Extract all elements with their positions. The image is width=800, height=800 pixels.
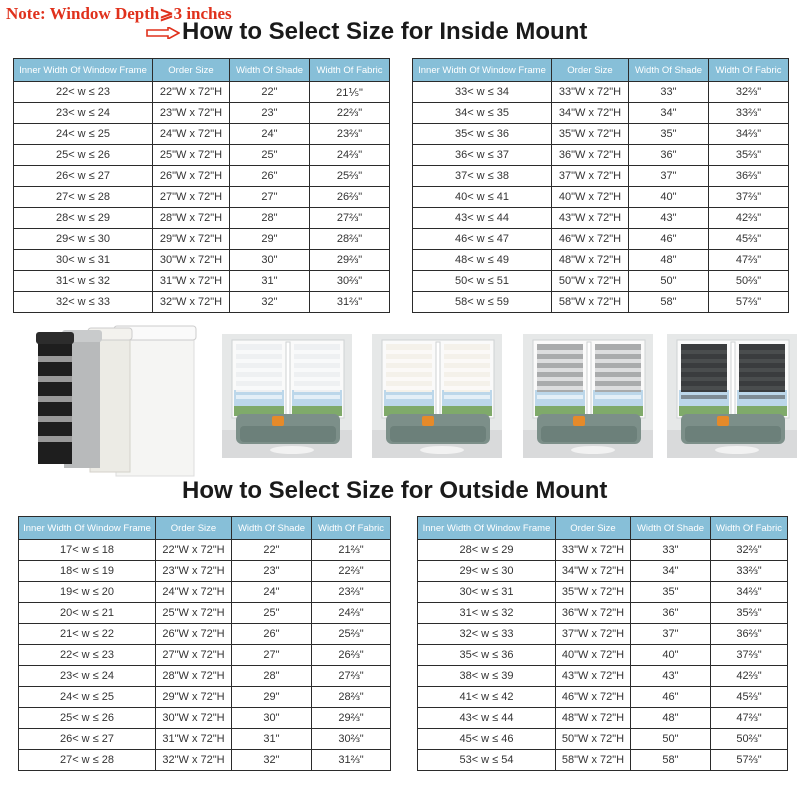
width-range-cell: 40< w ≤ 41 [413, 187, 552, 208]
shade-width-cell: 37" [629, 166, 709, 187]
header-fabric-width: Width Of Fabric [310, 59, 390, 82]
shade-width-cell: 23" [232, 561, 312, 582]
shade-samples-image [30, 322, 200, 477]
shade-width-cell: 31" [230, 271, 310, 292]
width-range-cell: 28< w ≤ 29 [418, 540, 556, 561]
header-order-size: Order Size [556, 517, 631, 540]
width-range-cell: 46< w ≤ 47 [413, 229, 552, 250]
width-range-cell: 22< w ≤ 23 [19, 645, 156, 666]
fabric-width-cell: 34⅔" [709, 124, 789, 145]
fabric-width-cell: 37⅔" [711, 645, 788, 666]
shade-width-cell: 29" [230, 229, 310, 250]
fabric-width-cell: 31⅔" [310, 292, 390, 313]
width-range-cell: 37< w ≤ 38 [413, 166, 552, 187]
table-row [418, 645, 788, 666]
width-range-cell: 27< w ≤ 28 [14, 187, 153, 208]
shade-width-cell: 33" [629, 82, 709, 103]
width-range-cell: 18< w ≤ 19 [19, 561, 156, 582]
table-row [413, 145, 789, 166]
header-order-size: Order Size [153, 59, 230, 82]
shade-width-cell: 36" [629, 145, 709, 166]
table-row [413, 82, 789, 103]
table-row [19, 666, 391, 687]
order-size-cell: 43"W x 72"H [552, 208, 629, 229]
width-range-cell: 25< w ≤ 26 [19, 708, 156, 729]
table-row [19, 708, 391, 729]
table-row [418, 750, 788, 771]
table-row [14, 187, 390, 208]
header-order-size: Order Size [552, 59, 629, 82]
fabric-width-cell: 26⅔" [312, 645, 391, 666]
table-row [14, 292, 390, 313]
table-row [14, 250, 390, 271]
inside-mount-table-right [412, 58, 789, 313]
order-size-cell: 50"W x 72"H [556, 729, 631, 750]
shade-width-cell: 34" [629, 103, 709, 124]
table-row [413, 292, 789, 313]
width-range-cell: 31< w ≤ 32 [418, 603, 556, 624]
width-range-cell: 24< w ≤ 25 [19, 687, 156, 708]
width-range-cell: 28< w ≤ 29 [14, 208, 153, 229]
order-size-cell: 29"W x 72"H [156, 687, 232, 708]
width-range-cell: 35< w ≤ 36 [413, 124, 552, 145]
table-row [19, 540, 391, 561]
white-shade-room [222, 334, 352, 458]
header-inner-width: Inner Width Of Window Frame [14, 59, 153, 82]
fabric-width-cell: 26⅔" [310, 187, 390, 208]
outside-mount-title: How to Select Size for Outside Mount [182, 477, 608, 504]
order-size-cell: 35"W x 72"H [552, 124, 629, 145]
width-range-cell: 36< w ≤ 37 [413, 145, 552, 166]
shade-width-cell: 29" [232, 687, 312, 708]
shade-width-cell: 40" [631, 645, 711, 666]
table-row [14, 271, 390, 292]
width-range-cell: 45< w ≤ 46 [418, 729, 556, 750]
order-size-cell: 32"W x 72"H [156, 750, 232, 771]
right-arrow-icon [146, 27, 180, 39]
inside-mount-table-left [13, 58, 390, 313]
header-shade-width: Width Of Shade [232, 517, 312, 540]
width-range-cell: 25< w ≤ 26 [14, 145, 153, 166]
width-range-cell: 30< w ≤ 31 [14, 250, 153, 271]
width-range-cell: 17< w ≤ 18 [19, 540, 156, 561]
shade-width-cell: 35" [631, 582, 711, 603]
fabric-width-cell: 34⅔" [711, 582, 788, 603]
order-size-cell: 25"W x 72"H [153, 145, 230, 166]
width-range-cell: 19< w ≤ 20 [19, 582, 156, 603]
table-row [413, 208, 789, 229]
fabric-width-cell: 23⅔" [312, 582, 391, 603]
table-row [14, 229, 390, 250]
order-size-cell: 58"W x 72"H [556, 750, 631, 771]
width-range-cell: 43< w ≤ 44 [418, 708, 556, 729]
width-range-cell: 29< w ≤ 30 [418, 561, 556, 582]
width-range-cell: 41< w ≤ 42 [418, 687, 556, 708]
table-row [418, 603, 788, 624]
fabric-width-cell: 24⅔" [310, 145, 390, 166]
shade-width-cell: 22" [232, 540, 312, 561]
black-shade-room [667, 334, 797, 458]
order-size-cell: 27"W x 72"H [153, 187, 230, 208]
header-inner-width: Inner Width Of Window Frame [418, 517, 556, 540]
fabric-width-cell: 29⅔" [312, 708, 391, 729]
fabric-width-cell: 57⅔" [709, 292, 789, 313]
shade-width-cell: 46" [629, 229, 709, 250]
fabric-width-cell: 27⅔" [312, 666, 391, 687]
order-size-cell: 33"W x 72"H [556, 540, 631, 561]
table-row [14, 208, 390, 229]
shade-width-cell: 25" [232, 603, 312, 624]
shade-width-cell: 43" [631, 666, 711, 687]
fabric-width-cell: 36⅔" [711, 624, 788, 645]
fabric-width-cell: 45⅔" [709, 229, 789, 250]
width-range-cell: 50< w ≤ 51 [413, 271, 552, 292]
table-row [19, 603, 391, 624]
fabric-width-cell: 36⅔" [709, 166, 789, 187]
fabric-width-cell: 30⅔" [310, 271, 390, 292]
shade-width-cell: 28" [230, 208, 310, 229]
shade-width-cell: 24" [232, 582, 312, 603]
fabric-width-cell: 45⅔" [711, 687, 788, 708]
order-size-cell: 22"W x 72"H [153, 82, 230, 103]
table-row [19, 561, 391, 582]
fabric-width-cell: 28⅔" [310, 229, 390, 250]
header-inner-width: Inner Width Of Window Frame [413, 59, 552, 82]
shade-width-cell: 37" [631, 624, 711, 645]
order-size-cell: 40"W x 72"H [556, 645, 631, 666]
width-range-cell: 21< w ≤ 22 [19, 624, 156, 645]
outside-mount-table-left [18, 516, 391, 771]
order-size-cell: 36"W x 72"H [556, 603, 631, 624]
shade-width-cell: 31" [232, 729, 312, 750]
order-size-cell: 30"W x 72"H [153, 250, 230, 271]
width-range-cell: 20< w ≤ 21 [19, 603, 156, 624]
order-size-cell: 29"W x 72"H [153, 229, 230, 250]
shade-width-cell: 27" [230, 187, 310, 208]
shade-width-cell: 50" [629, 271, 709, 292]
fabric-width-cell: 22⅔" [310, 103, 390, 124]
table-row [413, 166, 789, 187]
shade-width-cell: 30" [232, 708, 312, 729]
table-row [19, 645, 391, 666]
shade-width-cell: 50" [631, 729, 711, 750]
table-row [418, 687, 788, 708]
table-row [14, 166, 390, 187]
fabric-width-cell: 33⅔" [709, 103, 789, 124]
order-size-cell: 31"W x 72"H [153, 271, 230, 292]
ivory-shade-room [372, 334, 502, 458]
fabric-width-cell: 47⅔" [709, 250, 789, 271]
width-range-cell: 27< w ≤ 28 [19, 750, 156, 771]
order-size-cell: 26"W x 72"H [153, 166, 230, 187]
table-row [14, 145, 390, 166]
width-range-cell: 24< w ≤ 25 [14, 124, 153, 145]
fabric-width-cell: 32⅔" [711, 540, 788, 561]
fabric-width-cell: 24⅔" [312, 603, 391, 624]
order-size-cell: 26"W x 72"H [156, 624, 232, 645]
width-range-cell: 48< w ≤ 49 [413, 250, 552, 271]
fabric-width-cell: 35⅔" [709, 145, 789, 166]
shade-width-cell: 32" [230, 292, 310, 313]
table-row [19, 750, 391, 771]
table-row [19, 624, 391, 645]
order-size-cell: 58"W x 72"H [552, 292, 629, 313]
table-row [418, 666, 788, 687]
order-size-cell: 24"W x 72"H [156, 582, 232, 603]
order-size-cell: 33"W x 72"H [552, 82, 629, 103]
shade-width-cell: 40" [629, 187, 709, 208]
order-size-cell: 22"W x 72"H [156, 540, 232, 561]
order-size-cell: 37"W x 72"H [552, 166, 629, 187]
width-range-cell: 30< w ≤ 31 [418, 582, 556, 603]
order-size-cell: 34"W x 72"H [556, 561, 631, 582]
width-range-cell: 43< w ≤ 44 [413, 208, 552, 229]
shade-width-cell: 30" [230, 250, 310, 271]
table-row [413, 250, 789, 271]
order-size-cell: 34"W x 72"H [552, 103, 629, 124]
width-range-cell: 29< w ≤ 30 [14, 229, 153, 250]
table-row [413, 124, 789, 145]
table-row [19, 582, 391, 603]
order-size-cell: 28"W x 72"H [156, 666, 232, 687]
table-row [14, 103, 390, 124]
fabric-width-cell: 42⅔" [711, 666, 788, 687]
fabric-width-cell: 22⅔" [312, 561, 391, 582]
table-row [413, 187, 789, 208]
width-range-cell: 34< w ≤ 35 [413, 103, 552, 124]
outside-mount-table-right [417, 516, 788, 771]
table-row [19, 729, 391, 750]
fabric-width-cell: 30⅔" [312, 729, 391, 750]
width-range-cell: 32< w ≤ 33 [418, 624, 556, 645]
table-row [413, 271, 789, 292]
fabric-width-cell: 47⅔" [711, 708, 788, 729]
table-row [418, 708, 788, 729]
order-size-cell: 46"W x 72"H [556, 687, 631, 708]
order-size-cell: 36"W x 72"H [552, 145, 629, 166]
fabric-width-cell: 23⅔" [310, 124, 390, 145]
width-range-cell: 26< w ≤ 27 [14, 166, 153, 187]
order-size-cell: 43"W x 72"H [556, 666, 631, 687]
fabric-width-cell: 28⅔" [312, 687, 391, 708]
width-range-cell: 23< w ≤ 24 [19, 666, 156, 687]
fabric-width-cell: 31⅔" [312, 750, 391, 771]
header-shade-width: Width Of Shade [631, 517, 711, 540]
header-inner-width: Inner Width Of Window Frame [19, 517, 156, 540]
order-size-cell: 23"W x 72"H [156, 561, 232, 582]
table-row [14, 82, 390, 103]
width-range-cell: 31< w ≤ 32 [14, 271, 153, 292]
table-row [418, 561, 788, 582]
order-size-cell: 40"W x 72"H [552, 187, 629, 208]
width-range-cell: 58< w ≤ 59 [413, 292, 552, 313]
width-range-cell: 38< w ≤ 39 [418, 666, 556, 687]
fabric-width-cell: 57⅔" [711, 750, 788, 771]
table-row [413, 103, 789, 124]
header-order-size: Order Size [156, 517, 232, 540]
header-shade-width: Width Of Shade [629, 59, 709, 82]
order-size-cell: 35"W x 72"H [556, 582, 631, 603]
shade-width-cell: 36" [631, 603, 711, 624]
fabric-width-cell: 33⅔" [711, 561, 788, 582]
header-shade-width: Width Of Shade [230, 59, 310, 82]
shade-width-cell: 34" [631, 561, 711, 582]
shade-width-cell: 33" [631, 540, 711, 561]
shade-width-cell: 22" [230, 82, 310, 103]
header-fabric-width: Width Of Fabric [312, 517, 391, 540]
fabric-width-cell: 42⅔" [709, 208, 789, 229]
fabric-width-cell: 25⅔" [312, 624, 391, 645]
width-range-cell: 32< w ≤ 33 [14, 292, 153, 313]
shade-width-cell: 48" [631, 708, 711, 729]
table-row [413, 229, 789, 250]
shade-width-cell: 24" [230, 124, 310, 145]
shade-width-cell: 46" [631, 687, 711, 708]
order-size-cell: 37"W x 72"H [556, 624, 631, 645]
table-row [14, 124, 390, 145]
order-size-cell: 32"W x 72"H [153, 292, 230, 313]
shade-width-cell: 26" [232, 624, 312, 645]
order-size-cell: 24"W x 72"H [153, 124, 230, 145]
grey-shade-room [523, 334, 653, 458]
width-range-cell: 22< w ≤ 23 [14, 82, 153, 103]
shade-width-cell: 26" [230, 166, 310, 187]
width-range-cell: 23< w ≤ 24 [14, 103, 153, 124]
shade-width-cell: 28" [232, 666, 312, 687]
header-fabric-width: Width Of Fabric [709, 59, 789, 82]
fabric-width-cell: 37⅔" [709, 187, 789, 208]
shade-width-cell: 27" [232, 645, 312, 666]
width-range-cell: 26< w ≤ 27 [19, 729, 156, 750]
order-size-cell: 23"W x 72"H [153, 103, 230, 124]
order-size-cell: 30"W x 72"H [156, 708, 232, 729]
order-size-cell: 50"W x 72"H [552, 271, 629, 292]
header-fabric-width: Width Of Fabric [711, 517, 788, 540]
fabric-width-cell: 27⅔" [310, 208, 390, 229]
fabric-width-cell: 25⅔" [310, 166, 390, 187]
inside-mount-title: How to Select Size for Inside Mount [182, 18, 588, 45]
order-size-cell: 31"W x 72"H [156, 729, 232, 750]
shade-width-cell: 32" [232, 750, 312, 771]
order-size-cell: 25"W x 72"H [156, 603, 232, 624]
shade-width-cell: 25" [230, 145, 310, 166]
width-range-cell: 33< w ≤ 34 [413, 82, 552, 103]
table-row [19, 687, 391, 708]
shade-width-cell: 58" [629, 292, 709, 313]
width-range-cell: 53< w ≤ 54 [418, 750, 556, 771]
order-size-cell: 46"W x 72"H [552, 229, 629, 250]
fabric-width-cell: 29⅔" [310, 250, 390, 271]
fabric-width-cell: 35⅔" [711, 603, 788, 624]
fabric-width-cell: 21⅔" [312, 540, 391, 561]
table-row [418, 729, 788, 750]
shade-width-cell: 23" [230, 103, 310, 124]
table-row [418, 624, 788, 645]
shade-width-cell: 58" [631, 750, 711, 771]
fabric-width-cell: 50⅔" [709, 271, 789, 292]
order-size-cell: 28"W x 72"H [153, 208, 230, 229]
order-size-cell: 27"W x 72"H [156, 645, 232, 666]
shade-width-cell: 43" [629, 208, 709, 229]
shade-width-cell: 35" [629, 124, 709, 145]
fabric-width-cell: 32⅔" [709, 82, 789, 103]
width-range-cell: 35< w ≤ 36 [418, 645, 556, 666]
fabric-width-cell: 50⅔" [711, 729, 788, 750]
table-row [418, 582, 788, 603]
order-size-cell: 48"W x 72"H [556, 708, 631, 729]
order-size-cell: 48"W x 72"H [552, 250, 629, 271]
table-row [418, 540, 788, 561]
fabric-width-cell: 21⅕" [310, 82, 390, 103]
shade-width-cell: 48" [629, 250, 709, 271]
window-depth-note: Note: Window Depth⩾3 inches [6, 4, 232, 23]
